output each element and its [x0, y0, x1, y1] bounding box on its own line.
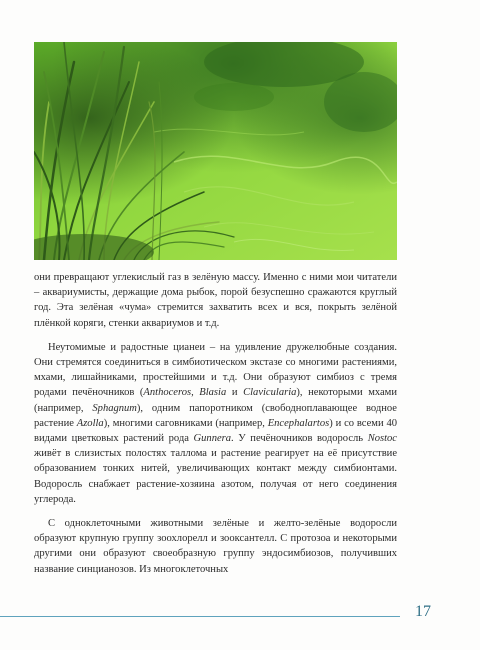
genus-anthoceros: Anthoceros, Blasia: [143, 387, 227, 399]
genus-sphagnum: Sphagnum: [92, 402, 137, 414]
p2-text-f: ) и со всеми 40 видами цветковых растений рода: [34, 417, 397, 445]
genus-encephalartos: Encephalartos: [267, 417, 330, 429]
genus-gunnera: Gunnera: [193, 433, 232, 445]
p2-text-g: . У печёночников водоросль: [231, 433, 368, 445]
body-text: [34, 270, 397, 586]
paragraph-2: [34, 340, 397, 507]
paragraph-3: С одноклеточными животными зелёные и желто-зелёные водоросли образуют крупную группу зоохлорелл и зооксантелл. С протозоа и некоторыми другими они образуют своеобразную группу эндосимбиозов, получивших название синцианозов. Из многоклеточных: [34, 518, 397, 575]
p2-text-e: ), многими саговниками (например,: [103, 417, 268, 429]
genus-nostoc: Nostoc: [367, 433, 397, 445]
page-number: 17: [415, 603, 431, 620]
paragraph-1: они превращают углекислый газ в зелёную массу. Именно с ними мои читатели – аквариумисты, держащие дома рыбок, порой безуспешно сражаются круглый год. Эта зелёная «чума» стремится захватить всех и вся, покрыть зелёной плёнкой коряги, стенки аквариумов и т.д.: [34, 272, 397, 329]
p2-text-d: ), одним папоротником (свободноплавающее водное растение: [34, 402, 397, 429]
p2-text-c: ), некоторыми мхами (например,: [34, 387, 398, 414]
pond-illustration: [34, 42, 397, 260]
p2-text-h: живёт в слизистых полостях таллома и растение реагирует на её присутствие образованием тонких нитей, увеличивающих контакт между симбионтами. Водоросль снабжает растение-хозяина азотом, получая от него соединения углерода.: [34, 448, 397, 505]
p2-text-a: Неутомимые и радостные цианеи – на удивление дружелюбные создания. Они стремятся соединиться в симбиотическом экстазе со многими растениями, мхами, лишайниками, простейшими и т.д. Они образуют симбиоз с тремя родами печёночников (: [34, 341, 397, 399]
algae-pond-photo: [34, 42, 397, 260]
genus-azolla: Azolla: [76, 417, 104, 429]
genus-clavicularia: Clavicularia: [243, 387, 297, 399]
p2-text-b: и: [226, 387, 244, 399]
footer-rule: [0, 616, 400, 617]
